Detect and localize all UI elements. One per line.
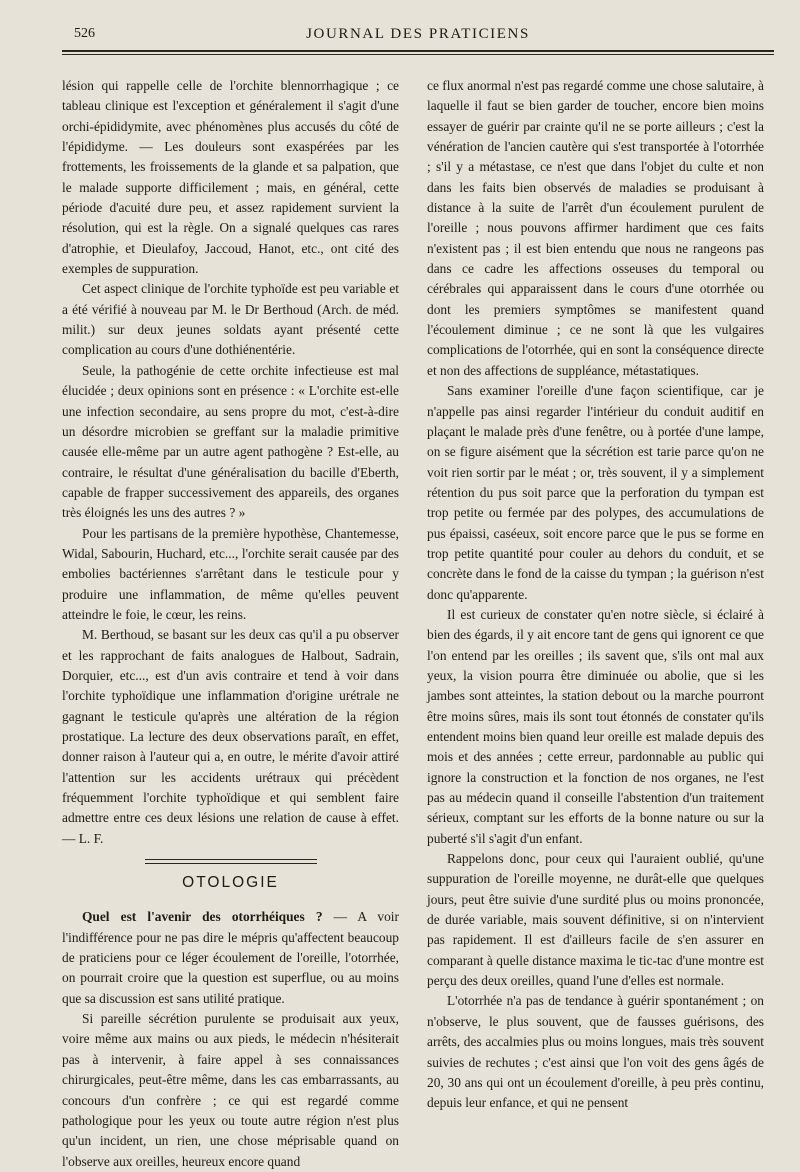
journal-title: JOURNAL DES PRATICIENS — [306, 26, 530, 42]
article-text: — A voir l'indifférence pour ne pas dire le mépris qu'affectent beaucoup de praticiens pour ce léger écoulement de l'oreille, l'otorrhée, on pourrait croire que la question est superflue, ou au moins que sa discussion est sans utilité pratique. — [62, 909, 399, 1006]
right-column — [427, 76, 764, 1114]
section-separator — [145, 859, 317, 867]
paragraph: Seule, la pathogénie de cette orchite infectieuse est mal élucidée ; deux opinions sont en présence : « L'orchite est-elle une infection secondaire, au sens propre du mot, c'est-à-dire un désordre microbien se greffant sur la maladie primitive causée elle-même par un autre agent pathogène ? Est-elle, au contraire, le résultat d'une généralisation du bacille d'Eberth, capable de frapper successivement des appareils, des organes très éloignés les uns des autres ? » — [62, 362, 399, 521]
paragraph: Rappelons donc, pour ceux qui l'auraient oublié, qu'une suppuration de l'oreille moyenne, ne durât-elle que quelques jours, peut être suivie d'une surdité plus ou moins prononcée, de durée variable, mais souvent définitive, si on n'intervient pas rapidement. Il est d'ailleurs facile de s'en assurer en comparant à quelle distance maxima le tic-tac d'une montre est perçu des deux oreilles, quand l'une d'elles est normale. — [427, 851, 764, 989]
paragraph: M. Berthoud, se basant sur les deux cas qu'il a pu observer et les rapprochant de faits analogues de Halbout, Sadrain, Dorquier, etc..., est d'un avis contraire et tend à voir dans l'orchite typhoïdique une inflammation d'origine urétrale ne gagnant le testicule qu'après une altération de la région prostatique. La lecture des deux observations paraît, en effet, donner raison à l'auteur qui a, en outre, le mérite d'avoir attiré l'attention sur les accidents urétraux qui précèdent fréquemment l'orchite typhoïdique et qui semblent faire admettre entre ces deux lésions une relation de cause à effet. — L. F. — [62, 627, 399, 846]
left-column — [62, 76, 399, 1172]
paragraph: Cet aspect clinique de l'orchite typhoïde est peu variable et a été vérifié à nouveau par M. le Dr Berthoud (Arch. de méd. milit.) sur deux jeunes soldats ayant présenté cette complication au cours d'une dothiénentérie. — [62, 281, 399, 358]
section-title: OTOLOGIE — [182, 874, 279, 892]
paragraph: Sans examiner l'oreille d'une façon scientifique, car je n'appelle pas ainsi regarder l'intérieur du conduit auditif en plaçant le malade près d'une fenêtre, ou à portée d'une lampe, on se figure aisément que la sécrétion est tarie parce qu'on ne voit rien sortir par le méat ; or, très souvent, il y a simplement rétention du pus soit parce que la perforation du tympan est trop petite ou fermée par des polypes, des accumulations de pus épaissi, caséeux, soit encore parce que le pus se forme en trop petite quantité pour couler au dehors du conduit, et se concrète dans le fond de la caisse du tympan ; la guérison n'est donc qu'apparente. — [427, 383, 764, 602]
running-header — [62, 26, 774, 48]
paragraph — [62, 907, 399, 1009]
paragraph: L'otorrhée n'a pas de tendance à guérir spontanément ; on n'observe, le plus souvent, que de fausses guérisons, des arrêts, des accalmies plus ou moins longues, mais très souvent suivies de rechutes ; c'est ainsi que l'on voit des gens âgés de 20, 30 ans qui ont un écoulement d'oreille, à peu près continu, depuis leur enfance, et qui ne pensent — [427, 993, 764, 1111]
paragraph: lésion qui rappelle celle de l'orchite blennorrhagique ; ce tableau clinique est l'exception et généralement il s'agit d'une orchi-épididymite, avec phénomènes plus accusés du côté de l'épididyme. — Les douleurs sont exaspérées par les frottements, les froissements de la glande et sa palpation, que le malade supporte difficilement ; mais, en général, cette période d'acuité dure peu, et assez rapidement survient la résolution, qui est la règle. On a signalé quelques cas rares d'atrophie, et Dieulafoy, Jaccoud, Hanot, etc., ont cité des exemples de suppuration. — [62, 78, 399, 277]
paragraph: ce flux anormal n'est pas regardé comme une chose salutaire, à laquelle il faut se bien garder de toucher, encore bien moins essayer de guérir par crainte qu'il ne se porte ailleurs ; c'est la vénération de l'ancien cautère qui s'est transportée à l'otorrhée ; s'il y a métastase, ce n'est que dans l'objet du culte et non dans les faits bien observés de maladies se produisant à distance à la suite de l'arrêt d'un écoulement purulent de l'oreille ; nous pouvons affirmer hardiment que ces faits n'existent pas ; il est bien entendu que nous ne rangeons pas dans ce cadre les affections osseuses du temporal ou cérébrales qui apparaissent dans le cours d'une otorrhée ou dont les premiers symptômes se manifestent quand l'écoulement diminue ; ce ne sont là que les vulgaires complications de l'otorrhée, qui en sont la conséquence directe et non des affections de suppléance, métastatiques. — [427, 78, 764, 378]
page-number: 526 — [74, 26, 95, 41]
header-rule — [62, 50, 774, 52]
header-rule-thin — [62, 54, 774, 55]
paragraph: Il est curieux de constater qu'en notre siècle, si éclairé à bien des égards, il y ait encore tant de gens qui ignorent ce que l'on entend par les oreilles ; ils savent que, s'ils ont mal aux yeux, la vision pourra être diminuée ou abolie, que si les jambes sont atteintes, la station debout ou la marche pourront être moins sûres, mais ils sont tout étonnés de constater qu'ils entendent moins bien quand leur oreille est malade depuis des mois et des années ; cette erreur, pardonnable au public qui ignore la construction et la fonction de nos organes, ne l'est pas au médecin quand il conseille l'abstention d'un traitement sérieux, comptant sur les efforts de la bonne nature ou sur la puberté s'il s'agit d'un enfant. — [427, 606, 764, 846]
paragraph: Si pareille sécrétion purulente se produisait aux yeux, voire même aux mains ou aux pieds, le médecin n'hésiterait pas à intervenir, à faire appel à ses connaissances chirurgicales, peut-être même, dans les cas embarrassants, au concours d'un confrère ; ce qui est regardé comme pathologique pour les yeux ou toute autre région n'est plus qu'un incident, un rien, une chose méprisable quand on l'observe aux oreilles, heureux encore quand — [62, 1011, 399, 1169]
article-lead: Quel est l'avenir des otorrhéiques ? — [82, 909, 323, 925]
paragraph: Pour les partisans de la première hypothèse, Chantemesse, Widal, Sabourin, Huchard, etc..., l'orchite serait causée par des embolies bactériennes s'arrêtant dans le testicule pour y produire une inflammation, de même qu'elles peuvent atteindre le foie, le cœur, les reins. — [62, 525, 399, 622]
